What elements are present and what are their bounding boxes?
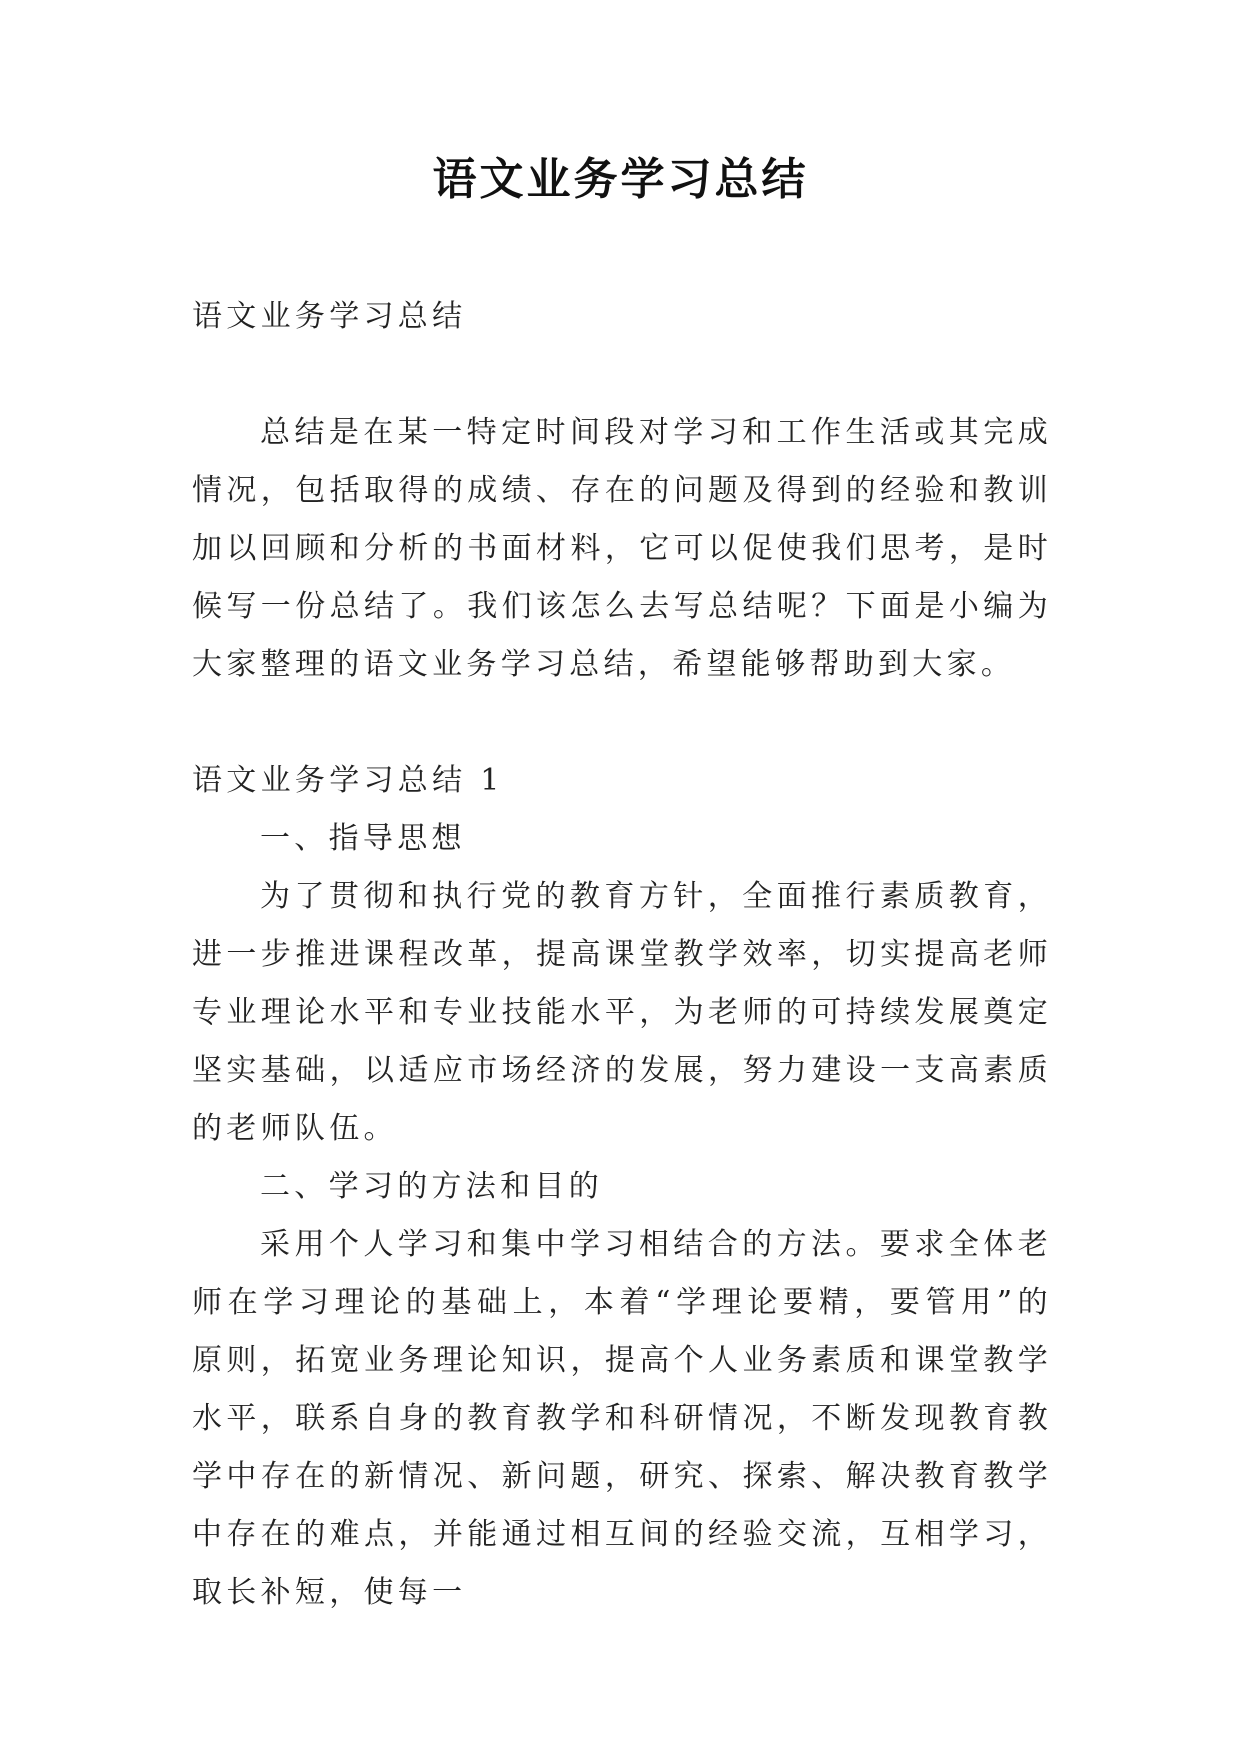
section-heading: 语文业务学习总结 1 [192,763,504,798]
part1-paragraph: 为了贯彻和执行党的教育方针，全面推行素质教育，进一步推进课程改革，提高课堂教学效率，切实提高老师专业理论水平和专业技能水平，为老师的可持续发展奠定坚实基础，以适应市场经济的发展，努力建设一支高素质的老师队伍。 [192,879,1052,1146]
part1-heading: 一、指导思想 [260,821,466,856]
document-title: 语文业务学习总结 [432,154,809,205]
part2-paragraph: 采用个人学习和集中学习相结合的方法。要求全体老师在学习理论的基础上，本着“学理论要精，要管用”的原则，拓宽业务理论知识，提高个人业务素质和课堂教学水平，联系自身的教育教学和科研情况，不断发现教育教学中存在的新情况、新问题，研究、探索、解决教育教学中存在的难点，并能通过相互间的经验交流，互相学习，取长补短，使每一 [192,1227,1052,1610]
intro-paragraph: 总结是在某一特定时间段对学习和工作生活或其完成情况，包括取得的成绩、存在的问题及得到的经验和教训加以回顾和分析的书面材料，它可以促使我们思考，是时候写一份总结了。我们该怎么去写总结呢？下面是小编为大家整理的语文业务学习总结，希望能够帮助到大家。 [192,415,1052,682]
document-subtitle: 语文业务学习总结 [192,299,467,334]
part2-heading: 二、学习的方法和目的 [260,1169,603,1204]
document-body [192,288,1052,1622]
